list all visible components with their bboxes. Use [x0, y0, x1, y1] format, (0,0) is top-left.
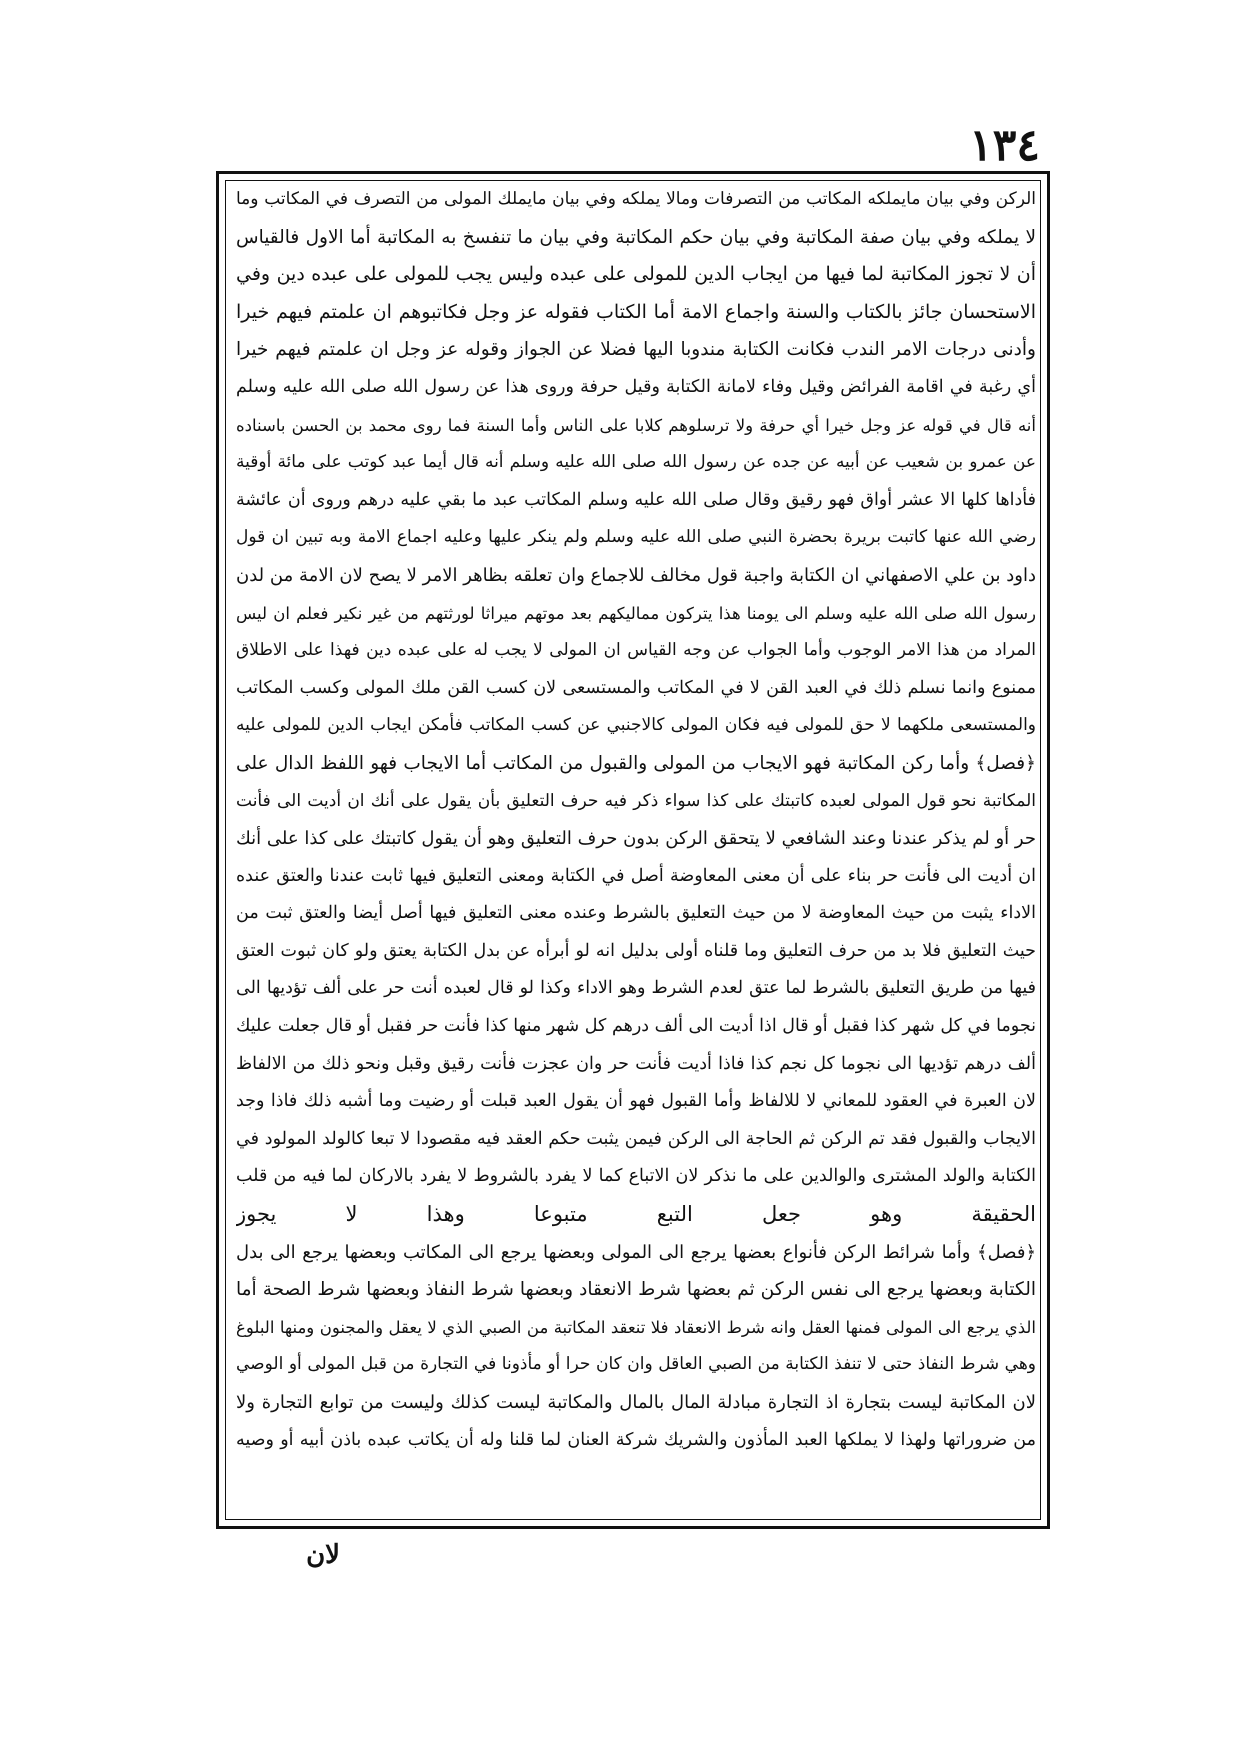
text-line: عن عمرو بن شعيب عن أبيه عن جده عن رسول الله صلى الله عليه وسلم أنه قال أيما عبد كوتب على مائة أوقية — [236, 452, 1036, 473]
text-line: الحقيقة وهو جعل التبع متبوعا وهذا لا يجوز — [236, 1202, 1036, 1227]
text-line: داود بن علي الاصفهاني ان الكتابة واجبة قول مخالف للاجماع وان تعلقه بظاهر الامر لا يصح لان الامة من لدن — [236, 564, 1036, 586]
text-line: رضي الله عنها كاتبت بريرة بحضرة النبي صلى الله عليه وسلم ولم ينكر عليها وعليه اجماع الامة وبه تبين ان قول — [236, 527, 1036, 548]
page-number: ١٣٤ — [969, 120, 1040, 171]
text-line: وأدنى درجات الامر الندب فكانت الكتابة مندوبا اليها فضلا عن الجواز وقوله عز وجل ان علمتم فيهم خيرا — [236, 339, 1036, 361]
text-line: المراد من هذا الامر الوجوب وأما الجواب عن وجه القياس ان المولى لا يجب له على عبده دين فهذا على الاطلاق — [236, 640, 1036, 661]
text-line: حر أو لم يذكر عندنا وعند الشافعي لا يتحقق الركن بدون حرف التعليق وهو أن يقول كاتبتك على كذا على أنك — [236, 828, 1036, 850]
text-line: أنه قال في قوله عز وجل خيرا أي حرفة ولا ترسلوهم كلابا على الناس وأما السنة فما روى محمد بن الحسن باسناده — [236, 415, 1036, 435]
text-line: الكتابة وبعضها يرجع الى نفس الركن ثم بعضها شرط الانعقاد وبعضها شرط النفاذ وبعضها شرط الصحة أما — [236, 1279, 1036, 1301]
text-line: من ضروراتها ولهذا لا يملكها العبد المأذون والشريك شركة العنان لما قلنا وله أن يكاتب عبده باذن أبيه أو وصيه — [236, 1429, 1036, 1450]
text-line: وهي شرط النفاذ حتى لا تنفذ الكتابة من الصبي العاقل وان كان حرا أو مأذونا في التجارة من قبل المولى أو الوصي — [236, 1354, 1036, 1375]
text-line: الركن وفي بيان مايملكه المكاتب من التصرفات ومالا يملكه وفي بيان مايملك المولى من التصرف في المكاتب وما — [236, 189, 1036, 209]
text-line: أي رغبة في اقامة الفرائض وقيل وفاء لامانة الكتابة وقيل حرفة وروى هذا عن رسول الله صلى الله عليه وسلم — [236, 376, 1036, 397]
text-line: الاداء يثبت من حيث المعاوضة لا من حيث التعليق بالشرط وعنده معنى التعليق فيها أصل أيضا والعتق ثبت من — [236, 903, 1036, 924]
text-line: والمستسعى ملكهما لا حق للمولى فيه فكان المولى كالاجنبي عن كسب المكاتب فأمكن ايجاب الدين للمولى عليه — [236, 715, 1036, 736]
text-line: الكتابة والولد المشترى والوالدين على ما نذكر لان الاتباع كما لا يفرد بالشروط لا يفرد بالاركان لما فيه من قلب — [236, 1166, 1036, 1187]
text-line: ﴿فصل﴾ وأما ركن المكاتبة فهو الايجاب من المولى والقبول من المكاتب أما الايجاب فهو اللفظ الدال على — [236, 752, 1036, 774]
text-line: الاستحسان جائز بالكتاب والسنة واجماع الامة أما الكتاب فقوله عز وجل فكاتبوهم ان علمتم فيهم خيرا — [236, 300, 1036, 323]
text-line: الايجاب والقبول فقد تم الركن ثم الحاجة الى الركن فيمن يثبت حكم العقد فيه مقصودا لا تبعا كالولد المولود في — [236, 1128, 1036, 1149]
text-line: لان المكاتبة ليست بتجارة اذ التجارة مبادلة المال بالمال والمكاتبة ليست كذلك وليست من توابع التجارة ولا — [236, 1392, 1036, 1413]
text-line: المكاتبة نحو قول المولى لعبده كاتبتك على كذا سواء ذكر فيه حرف التعليق بأن يقول على أنك ان أديت الى فأنت — [236, 790, 1036, 811]
text-line: فيها من طريق التعليق بالشرط لما عتق لعدم الشرط وهو الاداء وكذا لو قال لعبده أنت حر على ألف تؤديها الى — [236, 978, 1036, 999]
catchword: لان — [306, 1540, 340, 1570]
text-body — [236, 181, 1036, 1511]
text-line: نجوما في كل شهر كذا فقبل أو قال اذا أديت الى ألف درهم كل شهر منها كذا فأنت حر فقبل أو قال جعلت عليك — [236, 1016, 1036, 1037]
text-line: الذي يرجع الى المولى فمنها العقل وانه شرط الانعقاد فلا تنعقد المكاتبة من الصبي الذي لا يعقل والمجنون ومنها البلوغ — [236, 1317, 1036, 1337]
text-line: لان العبرة في العقود للمعاني لا للالفاظ وأما القبول فهو أن يقول العبد قبلت أو رضيت وما أشبه ذلك فاذا وجد — [236, 1091, 1036, 1112]
text-line: حيث التعليق فلا بد من حرف التعليق وما قلناه أولى بدليل انه لو أبرأه عن بدل الكتابة يعتق ولو كان ثبوت العتق — [236, 940, 1036, 961]
text-line: ألف درهم تؤديها الى نجوما كل نجم كذا فاذا أديت فأنت حر وان عجزت فأنت رقيق وقبل ونحو ذلك من الالفاظ — [236, 1053, 1036, 1074]
text-line: رسول الله صلى الله عليه وسلم الى يومنا هذا يتركون مماليكهم بعد موتهم ميراثا لورثتهم من غير نكير فعلم ان ليس — [236, 603, 1036, 623]
text-line: ان أديت الى فأنت حر بناء على أن معنى المعاوضة أصل في الكتابة ومعنى التعليق فيها ثابت عندنا والعتق عنده — [236, 865, 1036, 886]
text-line: لا يملكه وفي بيان صفة المكاتبة وفي بيان حكم المكاتبة وفي بيان ما تنفسخ به المكاتبة أما الاول فالقياس — [236, 226, 1036, 248]
text-line: ﴿فصل﴾ وأما شرائط الركن فأنواع بعضها يرجع الى المولى وبعضها يرجع الى المكاتب وبعضها يرجع الى بدل — [236, 1241, 1036, 1263]
text-line: أن لا تجوز المكاتبة لما فيها من ايجاب الدين للمولى على عبده وليس يجب للمولى على عبده دين وفي — [236, 263, 1036, 286]
text-line: ممنوع وانما نسلم ذلك في العبد القن لا في المكاتب والمستسعى لان كسب القن ملك المولى وكسب المكاتب — [236, 677, 1036, 698]
text-line: فأداها كلها الا عشر أواق فهو رقيق وقال صلى الله عليه وسلم المكاتب عبد ما بقي عليه درهم وروى أن عائشة — [236, 489, 1036, 510]
